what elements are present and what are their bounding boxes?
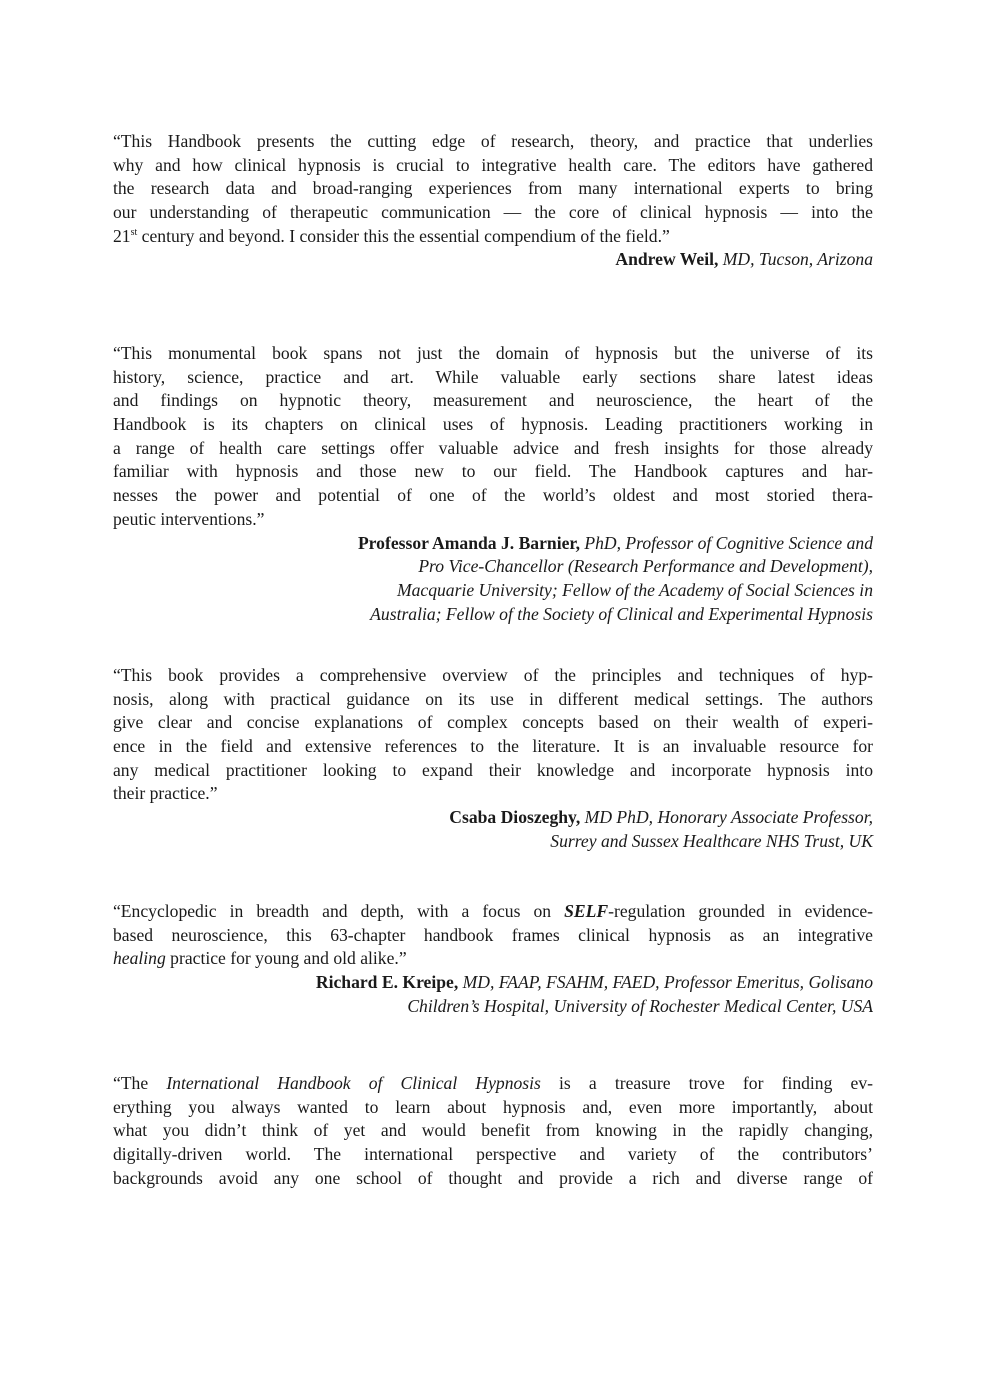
quote-line: the research data and broad-ranging experiences from many international experts to bring — [113, 178, 873, 199]
quote-text: 21 — [113, 225, 131, 246]
attribution — [113, 971, 873, 995]
quote-line: “This book provides a comprehensive overview of the principles and techniques of hyp- — [113, 665, 873, 685]
emphasis-text: healing — [113, 948, 166, 969]
author-name: Richard E. Kreipe, — [315, 972, 459, 993]
author-credentials: MD PhD, Honorary Associate Professor, — [580, 807, 873, 828]
quote-line: “This Handbook presents the cutting edge of research, theory, and practice that underlies — [113, 131, 873, 151]
quote-line: nosis, along with practical guidance on its use in different medical settings. The authors — [113, 688, 873, 709]
author-affiliation: Australia; Fellow of the Society of Clinical and Experimental Hypnosis — [370, 603, 873, 624]
endorsement-handbook-treasure — [113, 1072, 873, 1190]
quote-text: is a treasure trove for finding ev- — [540, 1073, 874, 1093]
quote-line — [113, 947, 873, 971]
emphasis-text: SELF — [564, 901, 609, 921]
author-name: Professor Amanda J. Barnier, — [357, 532, 580, 553]
quote-line: based neuroscience, this 63-chapter handbook frames clinical hypnosis as an integrative — [113, 924, 873, 945]
quote-line — [113, 225, 873, 249]
quote-text: “Encyclopedic in breadth and depth, with a focus on — [113, 901, 565, 921]
quote-line: Handbook is its chapters on clinical uses of hypnosis. Leading practitioners working in — [113, 414, 873, 435]
endorsement-kreipe — [113, 900, 873, 1018]
attribution — [113, 532, 873, 556]
author-credentials: MD, Tucson, Arizona — [718, 249, 873, 270]
author-name: Andrew Weil, — [615, 249, 719, 270]
quote-line: erything you always wanted to learn about hypnosis and, even more importantly, about — [113, 1096, 873, 1117]
author-affiliation: Surrey and Sussex Healthcare NHS Trust, UK — [550, 830, 873, 851]
author-credentials: PhD, Professor of Cognitive Science and — [579, 532, 873, 553]
quote-line: peutic interventions.” — [113, 508, 265, 529]
author-credentials: MD, FAAP, FSAHM, FAED, Professor Emeritus, Golisano — [458, 972, 873, 993]
quote-line: digitally-driven world. The international perspective and variety of the contributors’ — [113, 1144, 873, 1165]
quote-line: and findings on hypnotic theory, measurement and neuroscience, the heart of the — [113, 390, 873, 411]
quote-text: practice for young and old alike.” — [165, 948, 407, 969]
quote-line: what you didn’t think of yet and would benefit from knowing in the rapidly changing, — [113, 1120, 873, 1141]
quote-line: familiar with hypnosis and those new to our field. The Handbook captures and har- — [113, 461, 873, 482]
ordinal-superscript: st — [130, 226, 138, 238]
endorsement-dioszeghy — [113, 664, 873, 854]
author-affiliation: Children’s Hospital, University of Rochester Medical Center, USA — [407, 995, 873, 1016]
quote-text: “The — [113, 1073, 167, 1093]
quote-line: any medical practitioner looking to expand their knowledge and incorporate hypnosis into — [113, 759, 873, 780]
endorsement-weil — [113, 130, 873, 272]
quote-line: our understanding of therapeutic communication — the core of clinical hypnosis — into the — [113, 202, 873, 223]
author-name: Csaba Dioszeghy, — [449, 807, 581, 828]
quote-line — [113, 1072, 873, 1096]
quote-text: -regulation grounded in evidence- — [608, 901, 874, 921]
attribution — [113, 248, 873, 272]
quote-line: history, science, practice and art. While valuable early sections share latest ideas — [113, 366, 873, 387]
quote-line: nesses the power and potential of one of the world’s oldest and most storied thera- — [113, 485, 873, 506]
endorsement-barnier — [113, 342, 873, 626]
author-affiliation: Pro Vice-Chancellor (Research Performance and Development), — [418, 556, 873, 577]
quote-line: backgrounds avoid any one school of thought and provide a rich and diverse range of — [113, 1167, 873, 1188]
quote-line: why and how clinical hypnosis is crucial to integrative health care. The editors have gathered — [113, 154, 873, 175]
quote-line: their practice.” — [113, 783, 218, 804]
quote-text: century and beyond. I consider this the essential compendium of the field.” — [137, 225, 670, 246]
quote-line: ence in the field and extensive references to the literature. It is an invaluable resource for — [113, 736, 873, 757]
quote-line — [113, 900, 873, 924]
quote-line: give clear and concise explanations of complex concepts based on their wealth of experi- — [113, 712, 873, 733]
attribution — [113, 806, 873, 830]
quote-line: “This monumental book spans not just the domain of hypnosis but the universe of its — [113, 343, 873, 363]
author-affiliation: Macquarie University; Fellow of the Academy of Social Sciences in — [396, 579, 873, 600]
quote-line: a range of health care settings offer valuable advice and fresh insights for those already — [113, 437, 873, 458]
book-title: International Handbook of Clinical Hypnosis — [166, 1073, 541, 1093]
